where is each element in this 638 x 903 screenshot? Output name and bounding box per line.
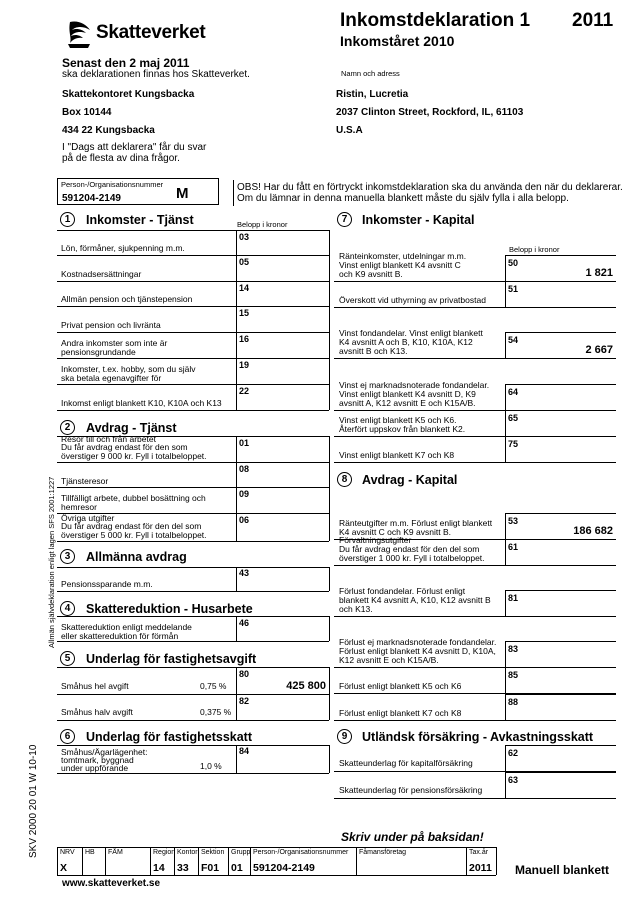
sec6-label-3: under uppförande: [61, 763, 129, 773]
obs-text-1: OBS! Har du fått en förtryckt inkomstdeklaration ska du använda den när du deklarerar.: [237, 182, 623, 193]
sign-note: Skriv under på baksidan!: [341, 830, 484, 844]
code-83: 83: [508, 644, 519, 654]
code-01: 01: [239, 438, 250, 448]
rule: [57, 847, 496, 848]
label-83-3: K12 avsnitt E och K15A/B.: [339, 655, 439, 665]
field-16[interactable]: [237, 332, 329, 358]
code-50: 50: [508, 258, 519, 268]
sec3-number: 3: [60, 549, 75, 564]
code-61: 61: [508, 542, 519, 552]
label-16-1: Andra inkomster som inte är: [61, 338, 168, 348]
label-01-3: överstiger 9 000 kr. Fyll i totalbeloppet.: [61, 450, 207, 461]
sec6-label-2: tomtmark, byggnad: [61, 755, 134, 765]
rule: [329, 358, 330, 384]
rule: [105, 847, 106, 875]
obs-line2: Om du lämnar in denna manuella blankett måste du själv fylla i alla belopp.: [237, 193, 569, 204]
sec8-title: Avdrag - Kapital: [362, 473, 458, 487]
field-14[interactable]: [237, 281, 329, 306]
rule: [82, 847, 83, 875]
label-01-2: Du får avdrag endast för den som: [61, 442, 188, 452]
brand-name: Skatteverket: [96, 22, 206, 43]
rule: [236, 694, 237, 720]
footer-col-kontor: Kontor: [177, 849, 198, 856]
code-46: 46: [239, 618, 250, 628]
code-09: 09: [239, 489, 250, 499]
code-63: 63: [508, 775, 519, 785]
label-54-2: K4 avsnitt A och B, K10, K10A, K12: [339, 337, 473, 347]
label-63: Skatteunderlag för pensionsförsäkring: [339, 785, 483, 795]
label-03: Lön, förmåner, sjukpenning m.m.: [61, 243, 185, 253]
label-85-1: Förlust enligt blankett K5 och K6: [339, 681, 462, 691]
sec9-title: Utländsk försäkring - Avkastningsskatt: [362, 730, 594, 744]
sec2-number: 2: [60, 420, 75, 435]
pct-82: 0,375 %: [200, 707, 232, 717]
code-05: 05: [239, 257, 250, 267]
code-03: 03: [239, 232, 250, 242]
label-64-3: avsnitt A, K12 avsnitt E och K15A/B.: [339, 398, 476, 408]
rule: [334, 307, 616, 308]
sec7-number: 7: [337, 212, 352, 227]
label-64-1: Vinst ej marknadsnoterade fondandelar.: [339, 380, 490, 390]
code-62: 62: [508, 748, 519, 758]
footer-val-sektion[interactable]: F01: [201, 862, 220, 874]
field-19[interactable]: [237, 358, 329, 384]
code-06: 06: [239, 515, 250, 525]
rule: [334, 358, 616, 359]
personnr-marker: M: [176, 185, 189, 202]
recipient-label: Namn och adress: [341, 69, 400, 78]
label-65-1: Vinst enligt blankett K5 och K6.: [339, 415, 457, 425]
footer-col-nrv: NRV: [60, 849, 75, 856]
recipient-name: Ristin, Lucretia: [336, 89, 409, 100]
code-53: 53: [508, 516, 519, 526]
rule: [505, 281, 616, 282]
rule: [505, 590, 616, 591]
label-06-2: Du får avdrag endast för den del som: [61, 521, 202, 531]
skatteverket-logo: [62, 16, 252, 50]
field-05[interactable]: [237, 255, 329, 281]
form-code: SKV 2000 20 01 W 10-10: [28, 744, 39, 858]
rule: [228, 847, 229, 875]
label-50-3: och K9 avsnitt B.: [339, 269, 403, 279]
label-01-1: Resor till och från arbetet: [61, 433, 156, 444]
rule: [329, 332, 330, 358]
sec2-title: Avdrag - Tjänst: [86, 421, 177, 435]
code-22: 22: [239, 386, 250, 396]
sender-note1: I "Dags att deklarera" får du svar: [62, 142, 207, 153]
pct-80: 0,75 %: [200, 681, 227, 691]
footer-val-region[interactable]: 14: [153, 862, 165, 874]
rule: [334, 720, 616, 721]
rule: [329, 384, 330, 410]
rule: [496, 847, 497, 875]
crown-logo-icon: [62, 16, 96, 50]
code-54: 54: [508, 335, 519, 345]
sec6-label-1: Småhus/Ägarlägenhet:: [61, 747, 148, 757]
footer-col-sektion: Sektion: [201, 849, 225, 856]
form-title: Inkomstdeklaration 1: [340, 10, 531, 31]
code-84: 84: [239, 746, 250, 756]
rule: [356, 847, 357, 875]
sec1-amount-label: Belopp i kronor: [237, 220, 288, 229]
code-85: 85: [508, 670, 519, 680]
code-80: 80: [239, 669, 250, 679]
rule: [505, 539, 506, 565]
rule: [329, 513, 330, 541]
rule: [505, 384, 616, 385]
rule: [505, 667, 616, 668]
label-16-2: pensionsgrundande: [61, 347, 136, 357]
form-year: 2011: [572, 10, 614, 31]
footer-val-grupp[interactable]: 01: [231, 862, 243, 874]
rule: [334, 565, 616, 566]
sec7-amount-label: Belopp i kronor: [509, 245, 560, 254]
sender-line1: Skattekontoret Kungsbacka: [62, 89, 195, 100]
label-83-1: Förlust ej marknadsnoterade fondandelar.: [339, 637, 497, 647]
sec6-number: 6: [60, 729, 75, 744]
rule: [334, 616, 616, 617]
field-06[interactable]: [237, 513, 329, 541]
code-43: 43: [239, 568, 250, 578]
sec3-label: Pensionssparande m.m.: [61, 579, 153, 589]
sec9-number: 9: [337, 729, 352, 744]
label-65-2: Återfört uppskov från blankett K2.: [339, 424, 466, 434]
rule: [329, 462, 330, 487]
label-62: Skatteunderlag för kapitalförsäkring: [339, 758, 473, 768]
rule: [505, 281, 506, 307]
label-06-3: överstiger 5 000 kr. Fyll i totalbeloppet.: [61, 529, 207, 540]
label-09-1: Tillfälligt arbete, dubbel bosättning och: [61, 493, 206, 503]
income-year: Inkomståret 2010: [340, 33, 455, 49]
website: www.skatteverket.se: [62, 878, 161, 889]
label-53-1: Ränteutgifter m.m. Förlust enligt blankett: [339, 518, 493, 528]
rule: [505, 410, 616, 411]
sec5-title: Underlag för fastighetsavgift: [86, 652, 257, 666]
label-81-2: blankett K4 avsnitt A, K10, K12 avsnitt B: [339, 595, 491, 605]
code-08: 08: [239, 464, 250, 474]
label-19-2: ska betala egenavgifter för: [61, 373, 162, 383]
field-53[interactable]: 186 682: [573, 525, 613, 537]
code-75: 75: [508, 439, 519, 449]
code-81: 81: [508, 593, 519, 603]
rule: [466, 847, 467, 875]
rule: [505, 667, 506, 693]
field-80[interactable]: 425 800: [286, 680, 326, 692]
recipient-country: U.S.A: [336, 125, 363, 136]
label-61-3: överstiger 1 000 kr. Fyll i totalbeloppet.: [339, 553, 485, 563]
footer-col-taxar: Tax.år: [469, 849, 489, 856]
label-83-2: Förlust enligt blankett K4 avsnitt D, K10A,: [339, 646, 496, 656]
field-08[interactable]: [237, 462, 329, 487]
label-08-1: Tjänsteresor: [61, 475, 109, 486]
rule: [57, 667, 329, 668]
rule: [57, 410, 329, 411]
label-19-1: Inkomster, t.ex. hobby, som du själv: [61, 364, 196, 374]
field-54[interactable]: 2 667: [585, 344, 613, 356]
rule: [329, 281, 330, 306]
label-14: Allmän pension och tjänstepension: [61, 294, 193, 304]
field-62[interactable]: [506, 745, 616, 771]
sec6-pct: 1,0 %: [200, 761, 222, 771]
label-61-2: Du får avdrag endast för den del som: [339, 544, 480, 554]
code-14: 14: [239, 283, 250, 293]
sec8-number: 8: [337, 472, 352, 487]
code-65: 65: [508, 413, 519, 423]
code-64: 64: [508, 387, 519, 397]
recipient-street: 2037 Clinton Street, Rockford, IL, 61103: [336, 107, 524, 118]
label-64-2: Vinst enligt blankett K4 avsnitt D, K9: [339, 389, 476, 399]
label-09-2: hemresor: [61, 501, 97, 512]
rule: [334, 798, 616, 799]
footer-val-nrv[interactable]: X: [60, 862, 68, 874]
field-03[interactable]: [237, 230, 329, 255]
field-43[interactable]: [237, 567, 329, 591]
rule: [329, 436, 330, 462]
label-82: Småhus halv avgift: [61, 707, 133, 717]
label-50-1: Ränteinkomster, utdelningar m.m.: [339, 251, 467, 261]
label-51-1: Överskott vid uthyrning av privatbostad: [339, 295, 486, 305]
sec6-title: Underlag för fastighetsskatt: [86, 730, 253, 744]
rule: [505, 436, 506, 462]
rule: [329, 255, 330, 281]
sender-line2: Box 10144: [62, 107, 112, 118]
field-50[interactable]: 1 821: [585, 267, 613, 279]
label-81-1: Förlust fondandelar. Förlust enligt: [339, 586, 466, 596]
sec7-title: Inkomster - Kapital: [362, 213, 475, 227]
deadline-text: ska deklarationen finnas hos Skatteverket.: [62, 69, 250, 80]
sender-note2: på de flesta av dina frågor.: [62, 153, 180, 164]
rule: [505, 384, 506, 410]
label-54-3: avsnitt B och K13.: [339, 346, 408, 356]
label-05: Kostnadsersättningar: [61, 269, 142, 279]
rule: [505, 641, 506, 667]
rule: [57, 847, 58, 875]
sec4-label-2: eller skattereduktion för förmån: [61, 631, 179, 641]
field-46[interactable]: [237, 616, 329, 641]
footer-col-region: Region: [153, 849, 176, 856]
sec1-title: Inkomster - Tjänst: [86, 213, 194, 227]
rule: [329, 306, 330, 332]
rule: [329, 487, 330, 513]
deadline-title: Senast den 2 maj 2011: [62, 56, 190, 70]
rule: [505, 255, 616, 256]
rule: [505, 641, 616, 642]
code-51: 51: [508, 284, 519, 294]
rule: [198, 847, 199, 875]
sec3-title: Allmänna avdrag: [86, 550, 187, 564]
rule: [505, 539, 616, 540]
code-15: 15: [239, 308, 250, 318]
footer-col-personnr: Person-/Organisationsnummer: [253, 849, 349, 856]
rule: [505, 332, 616, 333]
rule: [57, 875, 496, 876]
field-09[interactable]: [237, 487, 329, 513]
label-54-1: Vinst fondandelar. Vinst enligt blankett: [339, 328, 483, 338]
field-01[interactable]: [237, 436, 329, 462]
rule: [505, 694, 616, 695]
code-88: 88: [508, 697, 519, 707]
sec1-number: 1: [60, 212, 75, 227]
rule: [150, 847, 151, 875]
rule: [57, 694, 329, 695]
form-type: Manuell blankett: [515, 863, 610, 877]
label-06-1: Övriga utgifter: [61, 512, 115, 523]
footer-col-famansforetag: Fåmansföretag: [359, 849, 407, 856]
footer-val-taxar[interactable]: 2011: [469, 862, 492, 874]
footer-col-grupp: Grupp: [231, 849, 251, 856]
personnr-value[interactable]: 591204-2149: [62, 193, 121, 204]
code-19: 19: [239, 360, 250, 370]
footer-col-fam: FÅM: [108, 849, 123, 856]
label-15: Privat pension och livränta: [61, 320, 161, 330]
rule: [505, 694, 506, 720]
rule: [505, 590, 506, 616]
field-15[interactable]: [237, 306, 329, 332]
label-75-1: Vinst enligt blankett K7 och K8: [339, 450, 455, 460]
code-82: 82: [239, 696, 250, 706]
footer-val-kontor[interactable]: 33: [177, 862, 189, 874]
field-22[interactable]: [237, 384, 329, 410]
legal-reference: Allmän självdeklaration enligt lagen SFS 2001:1227: [47, 476, 56, 648]
code-16: 16: [239, 334, 250, 344]
label-88-1: Förlust enligt blankett K7 och K8: [339, 708, 462, 718]
sec5-number: 5: [60, 651, 75, 666]
field-63[interactable]: [506, 772, 616, 798]
rule: [329, 694, 330, 720]
label-80: Småhus hel avgift: [61, 681, 129, 691]
personnr-label: Person-/Organisationsnummer: [61, 180, 164, 189]
sec4-label-1: Skattereduktion enligt meddelande: [61, 622, 192, 632]
rule: [505, 436, 616, 437]
sender-line3: 434 22 Kungsbacka: [62, 125, 155, 136]
label-50-2: Vinst enligt blankett K4 avsnitt C: [339, 260, 461, 270]
rule: [505, 410, 506, 436]
label-22: Inkomst enligt blankett K10, K10A och K13: [61, 398, 222, 408]
label-61-1: Förvaltningsutgifter: [339, 535, 412, 545]
footer-val-personnr[interactable]: 591204-2149: [253, 862, 315, 874]
label-81-3: och K13.: [339, 604, 373, 614]
sec4-title: Skattereduktion - Husarbete: [86, 602, 253, 616]
field-84[interactable]: [237, 745, 329, 773]
rule: [334, 462, 616, 463]
rule: [57, 541, 329, 542]
rule: [505, 513, 616, 514]
label-53-2: K4 avsnitt C och K9 avsnitt B.: [339, 527, 451, 537]
footer-col-hb: HB: [85, 849, 95, 856]
sec4-number: 4: [60, 601, 75, 616]
obs-line1: [237, 182, 623, 193]
rule: [57, 720, 329, 721]
rule: [329, 667, 330, 694]
rule: [329, 230, 330, 255]
